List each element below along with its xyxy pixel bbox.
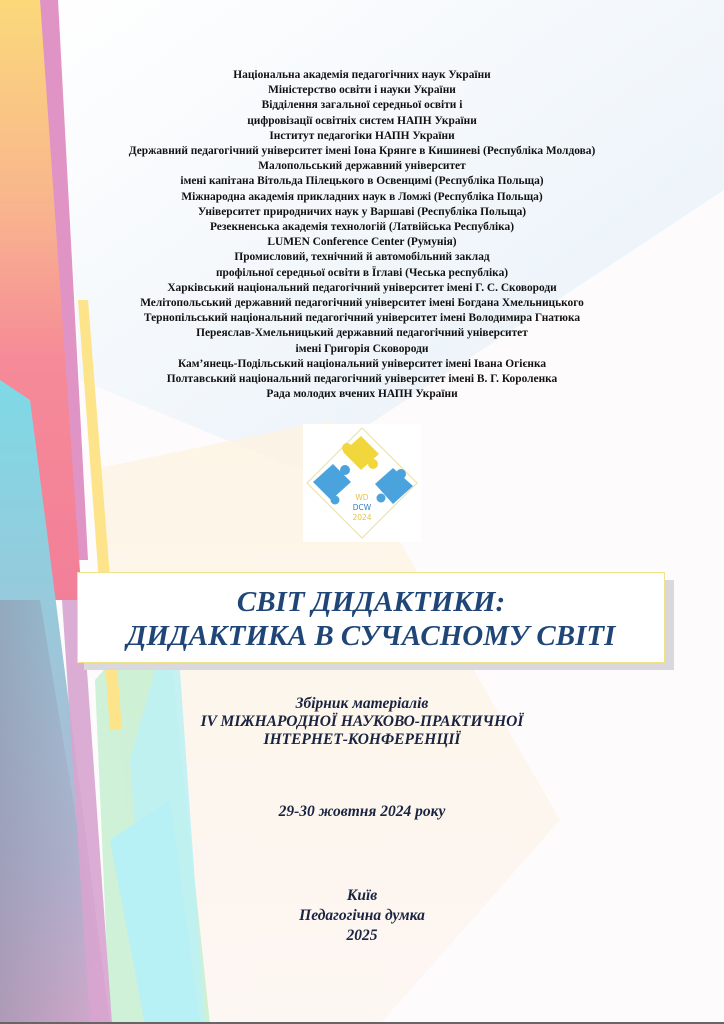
svg-text:2024: 2024 — [352, 513, 372, 522]
imprint-publisher: Педагогічна думка — [299, 907, 425, 924]
organizer-line: Національна академія педагогічних наук України — [233, 69, 491, 81]
title-line-1: СВІТ ДИДАКТИКИ: — [236, 586, 506, 618]
collection-line-1: Збірник матеріалів — [295, 695, 429, 712]
organizer-line: Малопольський державний університет — [258, 160, 466, 173]
organizer-line: Резекненська академія технологій (Латвійська Республіка) — [209, 221, 515, 234]
conference-logo — [303, 424, 421, 542]
organizer-line: Міністерство освіти і науки України — [268, 84, 456, 97]
organizer-line: Полтавський національний педагогічний університет імені В. Г. Короленка — [166, 373, 558, 386]
organizer-line: цифровізації освітніх систем НАПН України — [247, 114, 477, 127]
collection-line-2: IV МІЖНАРОДНОЇ НАУКОВО-ПРАКТИЧНОЇ — [200, 713, 524, 730]
organizer-line: Мелітопольський державний педагогічний університет імені Богдана Хмельницького — [140, 297, 584, 310]
organizer-line: Відділення загальної середньої освіти і — [261, 99, 463, 112]
organizer-line: LUMEN Conference Center (Румунія) — [267, 236, 457, 249]
organizer-line: Рада молодих вчених НАПН України — [266, 388, 458, 401]
organizer-line: Тернопільський національний педагогічний університет імені Володимира Гнатюка — [143, 312, 581, 325]
date-text: 29-30 жовтня 2024 року — [278, 803, 446, 820]
organizer-line: імені Григорія Сковороди — [295, 342, 429, 355]
title-line-2: ДИДАКТИКА В СУЧАСНОМУ СВІТІ — [126, 620, 616, 652]
title-banner — [77, 572, 665, 663]
imprint-city: Київ — [346, 887, 378, 904]
organizer-line: Кам’янець-Подільський національний університет імені Івана Огієнка — [177, 357, 547, 370]
collection-line-3: ІНТЕРНЕТ-КОНФЕРЕНЦІЇ — [263, 731, 461, 748]
imprint-year: 2025 — [346, 927, 378, 944]
conference-date — [0, 803, 724, 821]
organizer-line: Державний педагогічний університет імені Іона Крянге в Кишиневі (Республіка Молдова) — [128, 145, 596, 158]
svg-text:DCW: DCW — [352, 503, 372, 512]
organizer-line: Інститут педагогіки НАПН України — [269, 129, 455, 142]
organizer-line: Переяслав-Хмельницький державний педагогічний університет — [196, 327, 528, 340]
imprint — [0, 886, 724, 946]
organizer-line: Харківський національний педагогічний університет імені Г. С. Сковороди — [167, 281, 557, 294]
organizer-line: профільної середньої освіти в Їглаві (Чеська республіка) — [215, 266, 509, 279]
organizer-line: Міжнародна академія прикладних наук в Ломжі (Республіка Польща) — [181, 190, 543, 203]
svg-text:WD: WD — [355, 493, 369, 502]
organizer-line: Промисловий, технічний й автомобільний заклад — [234, 251, 490, 264]
organizer-line: Університет природничих наук у Варшаві (Республіка Польща) — [197, 205, 527, 218]
collection-description — [0, 695, 724, 749]
organizer-line: імені капітана Вітольда Пілецького в Освенцимі (Республіка Польща) — [180, 175, 544, 188]
organizers-list — [0, 68, 724, 402]
